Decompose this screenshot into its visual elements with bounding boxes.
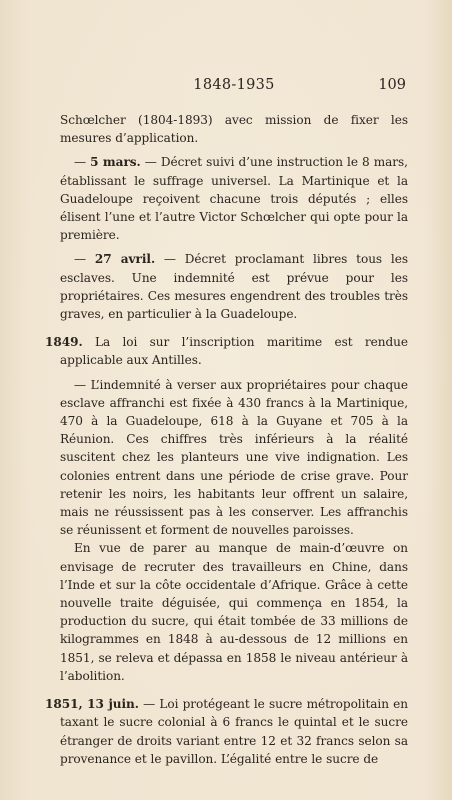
paragraph-text: Schœlcher (1804-1893) avec mission de fixer les mesures d’application. bbox=[60, 113, 408, 146]
body-text bbox=[45, 111, 409, 768]
entry-date: 1849. bbox=[45, 335, 83, 350]
paragraph-main-doeuvre bbox=[60, 539, 408, 685]
paragraph-indemnite bbox=[60, 376, 408, 540]
paragraph-text: La loi sur l’inscription maritime est rendue applicable aux Antilles. bbox=[60, 335, 408, 368]
entry-date: 5 mars. bbox=[90, 155, 141, 170]
paragraph-27-avril bbox=[60, 250, 408, 323]
paragraph-5-mars bbox=[60, 153, 408, 244]
paragraph-text: En vue de parer au manque de main-d’œuvre on envisage de recruter des travailleurs en Chine, dans l’Inde et sur la côte occidentale d’Afrique. Grâce à cette nouvelle traite déguisée, qui commença en 1854, la production du sucre, qui était tombée de 33 millions de kilogrammes en 1848 à au-dessous de 12 millions en 1851, se releva et dépassa en 1858 le niveau antérieur à l’abolition. bbox=[60, 541, 408, 683]
paragraph-continuation bbox=[60, 111, 408, 147]
entry-prefix: — bbox=[74, 252, 95, 267]
running-header bbox=[62, 77, 406, 97]
paragraph-1851 bbox=[45, 695, 408, 768]
paragraph-text: — Décret proclamant libres tous les esclaves. Une indemnité est prévue pour les propriétaires. Ces mesures engendrent des troubles très graves, en particulier à la Guadeloupe. bbox=[60, 252, 408, 322]
paragraph-text: — Loi protégeant le sucre métropolitain en taxant le sucre colonial à 6 francs le quintal et le sucre étranger de droits variant entre 12 et 32 francs selon sa provenance et le pavillon. L’égalité entre le sucre de bbox=[60, 697, 409, 766]
paragraph-text: — L’indemnité à verser aux propriétaires pour chaque esclave affranchi est fixée à 430 francs à la Martinique, 470 à la Guadeloupe, 618 à la Guyane et 705 à la Réunion. Ces chiffres très inférieurs à la réalité suscitent chez les planteurs une vive indignation. Les colonies entrent dans une période de crise grave. Pour retenir les noirs, les habitants leur offrent un salaire, mais ne réussissent pas à les conserver. Les affranchis se réunissent et forment de nouvelles paroisses. bbox=[60, 377, 408, 538]
paragraph-1849 bbox=[45, 333, 408, 369]
paragraph-text: — Décret suivi d’une instruction le 8 mars, établissant le suffrage universel. La Martinique et la Guadeloupe reçoivent chacune trois députés ; elles élisent l’une et l’autre Victor Schœlcher qui opte pour la première. bbox=[60, 155, 408, 243]
entry-prefix: — bbox=[74, 155, 91, 170]
page-number: 109 bbox=[378, 77, 406, 93]
entry-date: 27 avril. bbox=[94, 252, 156, 267]
entry-date: 1851, 13 juin. bbox=[45, 697, 139, 712]
running-title: 1848-1935 bbox=[193, 77, 275, 93]
